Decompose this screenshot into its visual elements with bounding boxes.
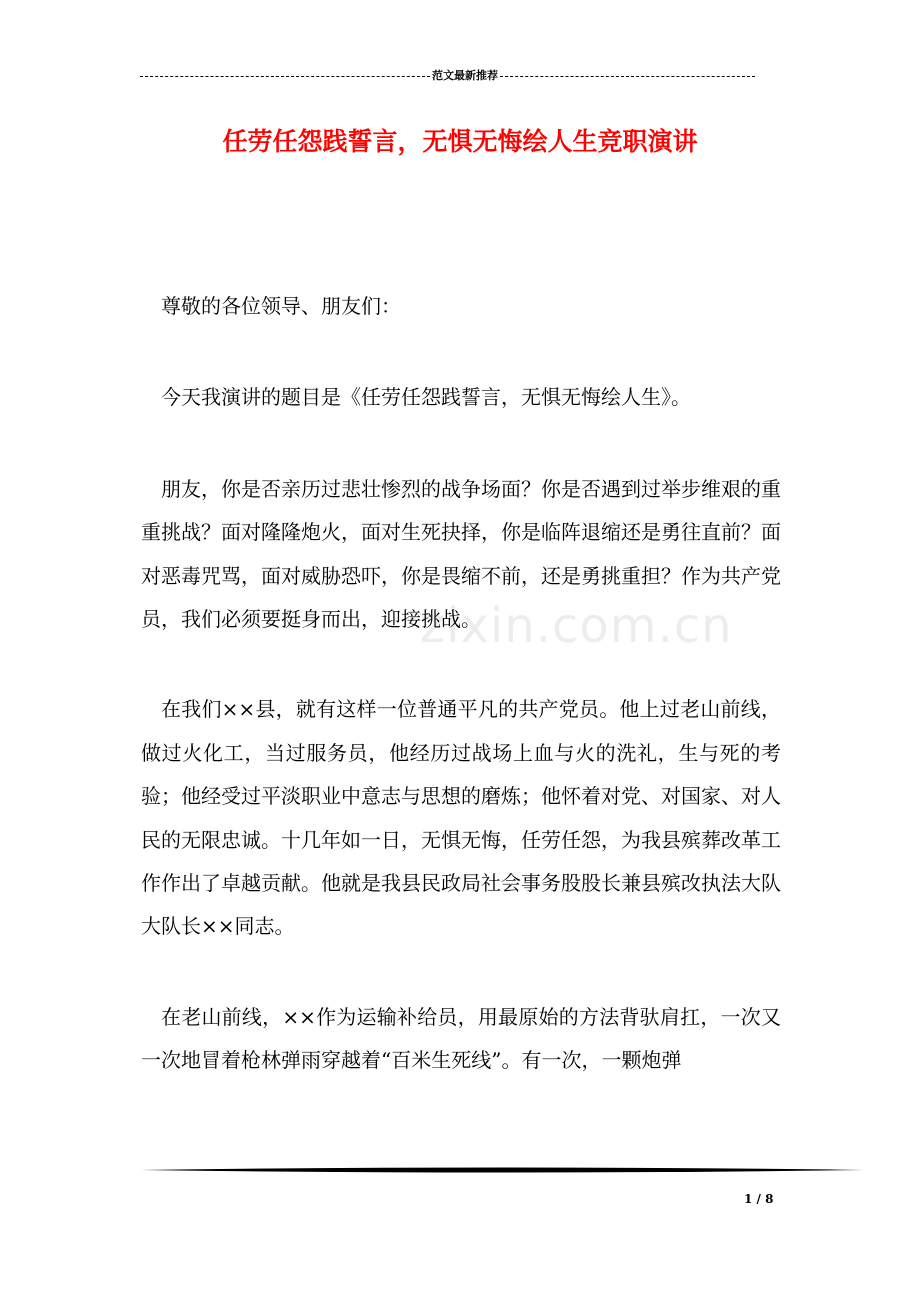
paragraph-salutation: 尊敬的各位领导、朋友们：: [161, 294, 401, 318]
paragraph-profile: 在我们××县，就有这样一位普通平凡的共产党员。他上过老山前线，做过火化工，当过服务员，他经历过战场上血与火的洗礼，生与死的考验；他经受过平淡职业中意志与思想的磨炼；他怀着对党、对国家、对人民的无限忠诚。十几年如一日，无惧无悔，任劳任怨，为我县殡葬改革工作作出了卓越贡献。他就是我县民政局社会事务股股长兼县殡改执法大队大队长××同志。: [141, 697, 781, 939]
paragraph-frontline: 在老山前线，××作为运输补给员，用最原始的方法背驮肩扛，一次又一次地冒着枪林弹雨穿越着“百米生死线”。有一次，一颗炮弹: [141, 1004, 781, 1073]
watermark: zixin.com.cn: [420, 598, 733, 654]
page-number: 1 / 8: [744, 1192, 774, 1206]
paragraph-topic: 今天我演讲的题目是《任劳任怨践誓言，无惧无悔绘人生》。: [161, 385, 691, 410]
paragraph-intro: 朋友，你是否亲历过悲壮惨烈的战争场面？你是否遇到过举步维艰的重重挑战？面对隆隆炮火，面对生死抉择，你是临阵退缩还是勇往直前？面对恶毒咒骂，面对威胁恐吓，你是畏缩不前，还是勇挑重担？作为共产党员，我们必须要挺身而出，迎接挑战。: [141, 476, 781, 632]
footer-rule: [141, 1166, 863, 1174]
header-dash-left: [140, 76, 430, 77]
header-label: 范文最新推荐: [432, 69, 498, 82]
page-header: [140, 68, 770, 84]
document-title: 任劳任怨践誓言，无惧无悔绘人生竞职演讲: [222, 127, 698, 156]
header-dash-right: [500, 76, 755, 77]
document-body: [141, 285, 781, 1083]
